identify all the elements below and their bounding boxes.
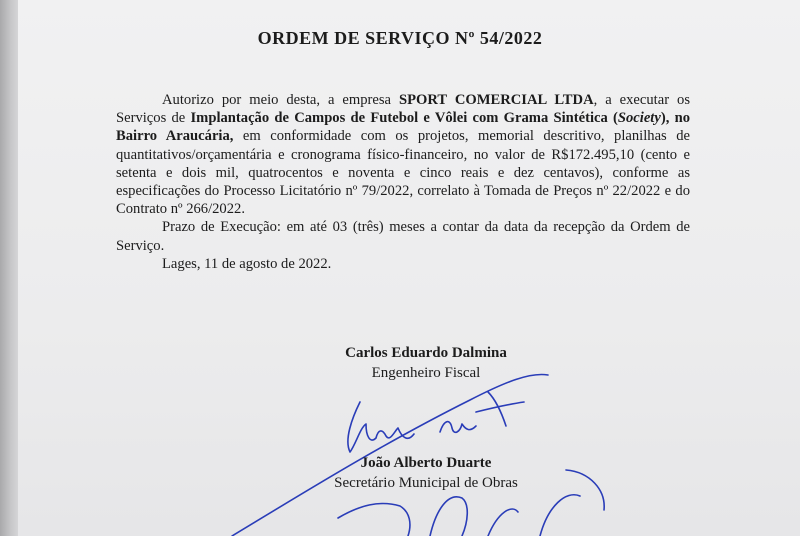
document-title: ORDEM DE SERVIÇO Nº 54/2022 — [257, 28, 543, 48]
service-description: Implantação de Campos de Futebol e Vôlei com Grama Sintética (Society), no Bairro Araucária, — [116, 110, 690, 145]
paragraph-text: em conformidade com os projetos, memorial descritivo, planilhas de quantitativos/orçamentária e cronograma físico-financeiro, no valor de R$172.495,10 (cento e setenta e dois mil, quatrocentos e noventa e cinco reais e dez centavos), conforme as especificações do Processo Licitatório nº 79/2022, correlato à Tomada de Preços nº 22/2022 e do Contrato nº 266/2022. — [116, 128, 690, 218]
deadline-paragraph: Prazo de Execução: em até 03 (três) meses a contar da data da recepção da Ordem de Serviço. — [116, 219, 690, 254]
signature-scribble — [440, 422, 476, 433]
signatory-name: João Alberto Duarte — [360, 455, 492, 471]
signatory-role: Secretário Municipal de Obras — [334, 475, 518, 491]
signatory-block — [256, 343, 596, 383]
paragraph-text: Autorizo por meio desta, a empresa — [162, 92, 399, 108]
signature-lower — [488, 509, 518, 536]
signatory-role: Engenheiro Fiscal — [371, 365, 481, 381]
company-name: SPORT COMERCIAL LTDA — [398, 92, 594, 108]
signature-lower — [430, 497, 467, 536]
place-date: Lages, 11 de agosto de 2022. — [162, 255, 332, 272]
signature-lower — [338, 503, 410, 536]
signature-lower — [540, 495, 580, 536]
signature-scribble — [348, 402, 414, 452]
paragraph-text: , a executar os Serviços de — [116, 92, 690, 127]
signatory-block — [256, 453, 596, 493]
signatory-name: Carlos Eduardo Dalmina — [345, 345, 507, 361]
society-italic: Society — [617, 110, 661, 127]
